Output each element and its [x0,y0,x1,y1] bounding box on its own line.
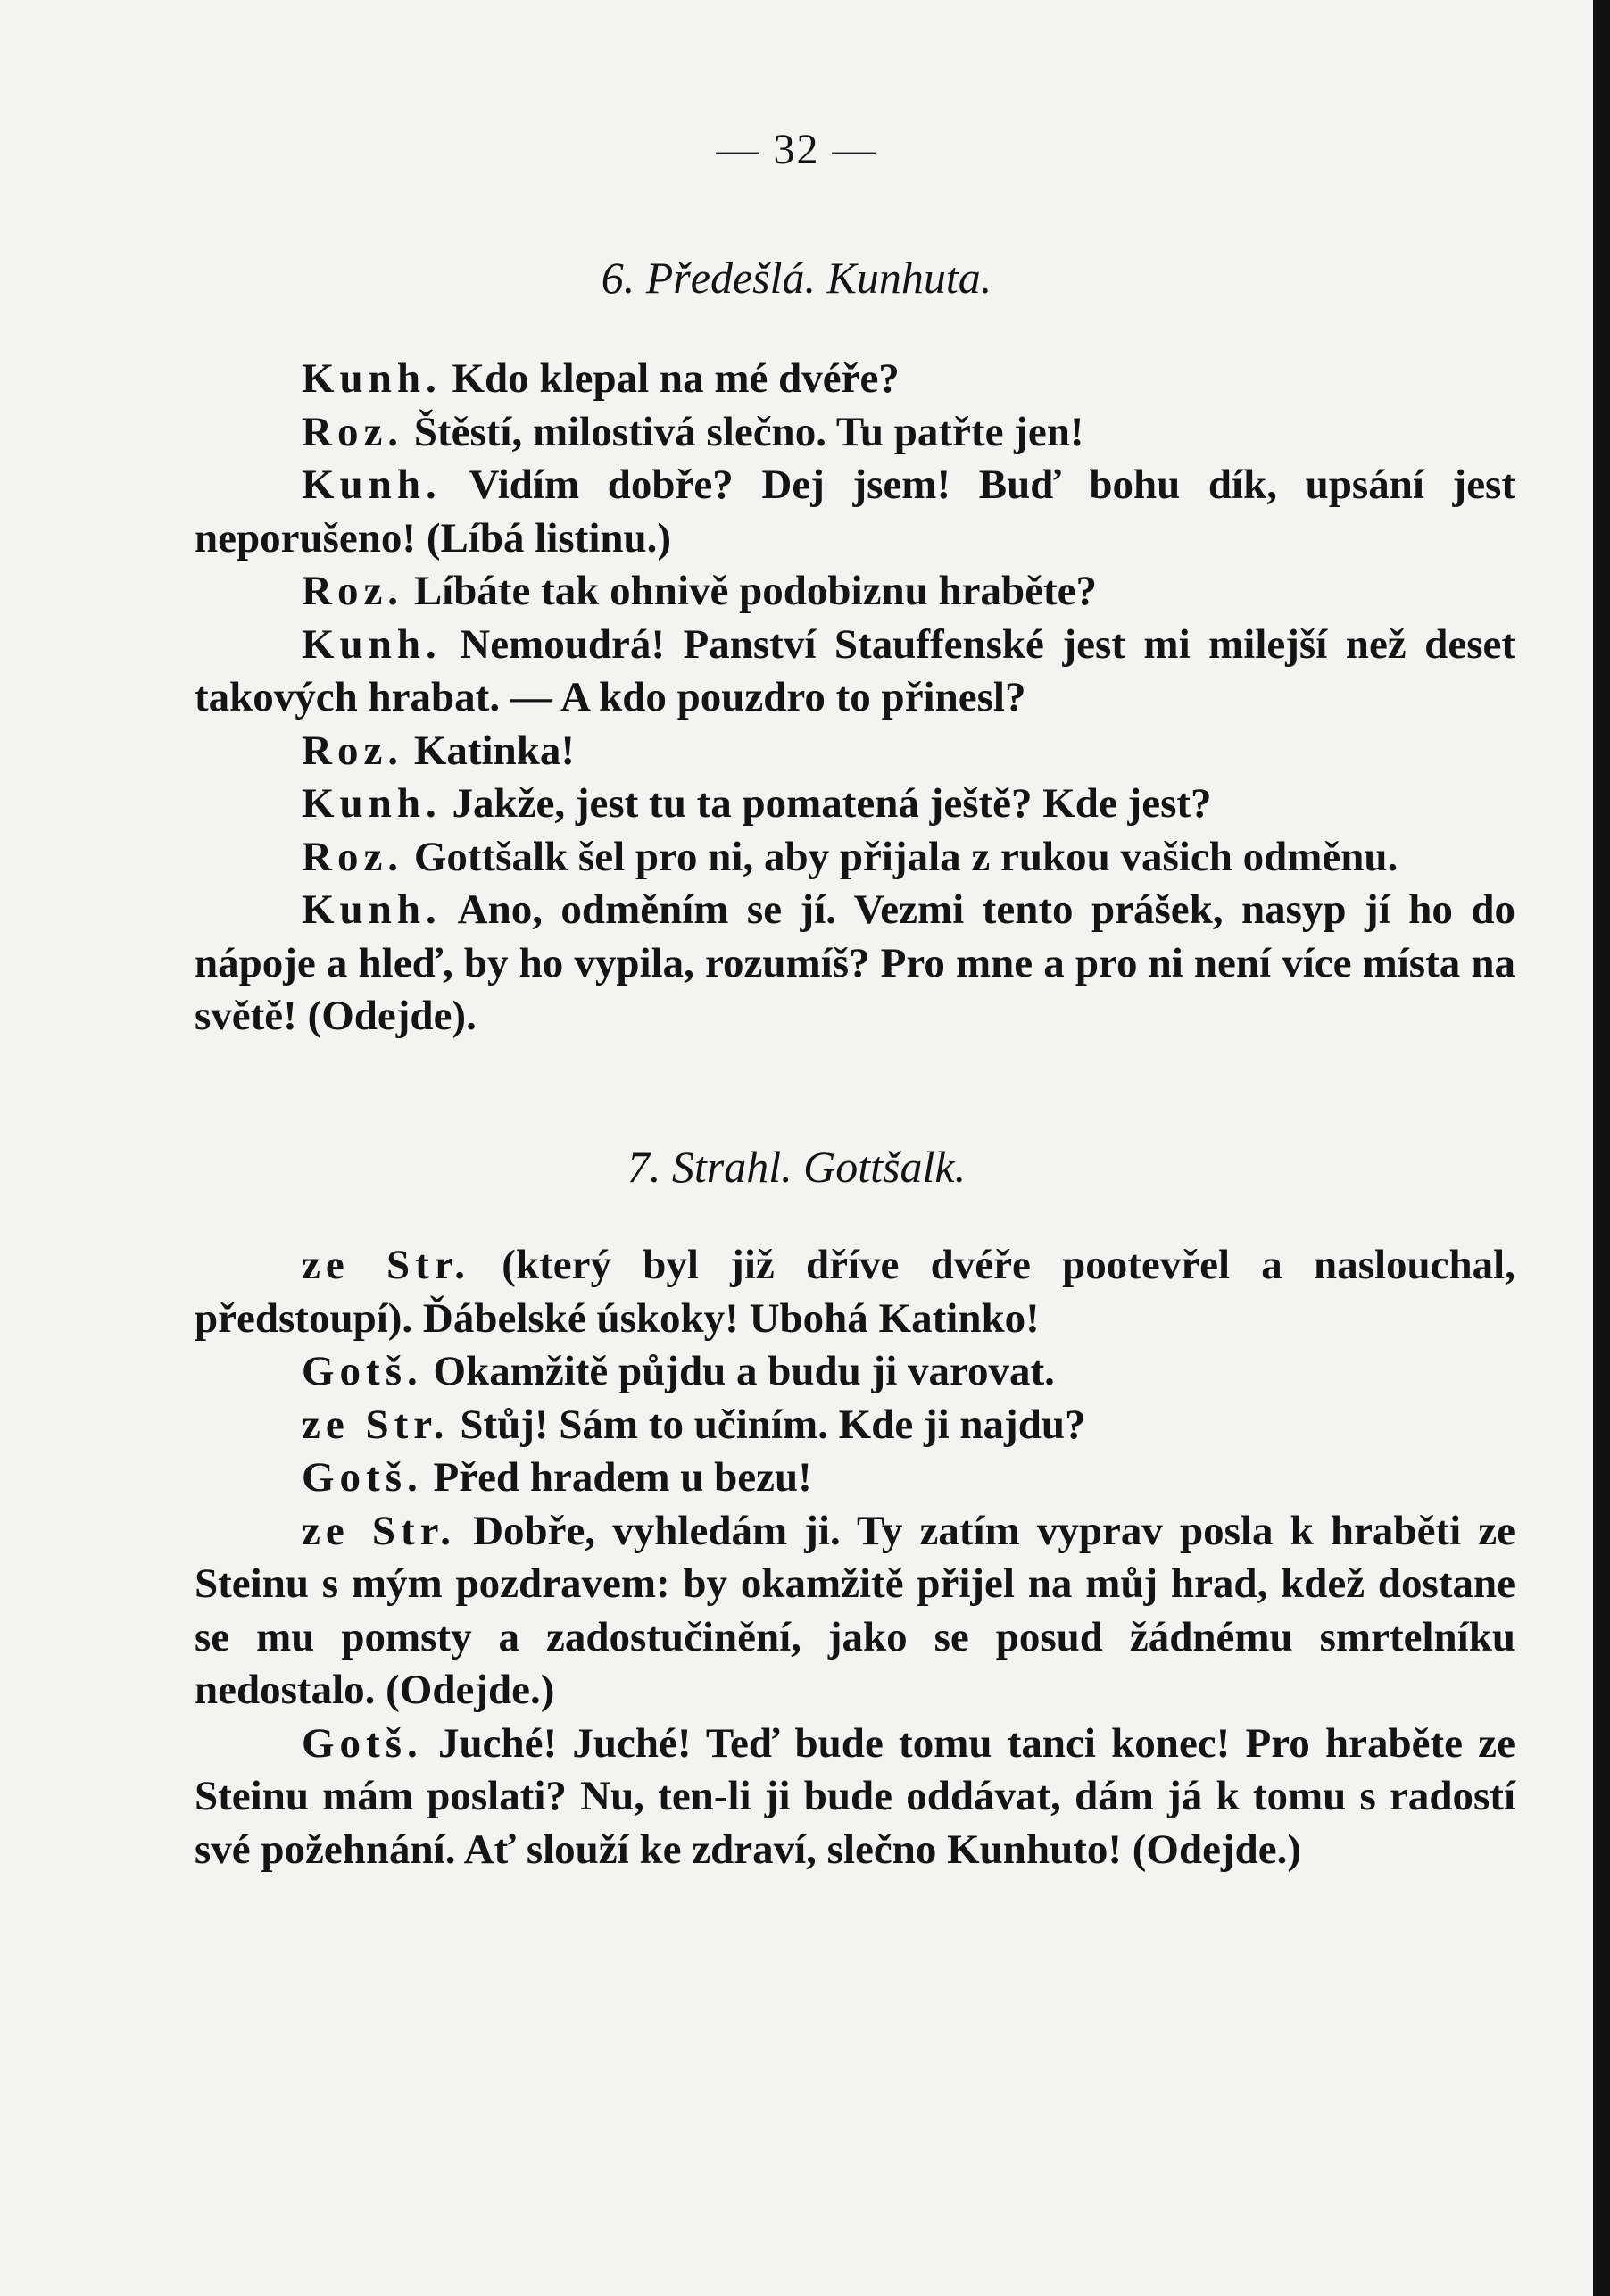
speaker-name: Gotš. [302,1454,423,1501]
dialogue-line [195,1345,1515,1399]
scene-7-dialogue [195,1239,1515,1876]
speaker-name: Roz. [302,408,404,455]
line-text: Stůj! Sám to učiním. Kde ji najdu? [449,1401,1086,1448]
line-text: Okamžitě půjdu a budu ji varovat. [422,1348,1055,1394]
line-text: (který byl již dříve dvéře pootevřel a naslouchal, předstoupí). Ďábelské úskoky! Ubohá Katinko! [195,1242,1515,1342]
speaker-name: Kunh. [302,462,442,508]
dialogue-line [195,778,1515,831]
speaker-name: Gotš. [302,1719,423,1767]
dialogue-line [195,1505,1515,1718]
line-text: Katinka! [403,727,576,774]
line-text: Juché! Juché! Teď bude tomu tanci konec! Pro hraběte ze Steinu mám poslati? Nu, ten-li ji bude oddávat, dám já k tomu s radostí své požehnání. Ať slouží ke zdraví, slečno Kunhuto! (Odejde.) [195,1719,1515,1873]
speaker-name: Kunh. [302,355,442,402]
dialogue-line [195,1452,1515,1505]
scene-6-heading: 6. Předešlá. Kunhuta. [601,253,992,303]
line-text: Líbáte tak ohnivě podobiznu hraběte? [403,568,1097,614]
speaker-name: Kunh. [302,780,442,827]
speaker-name: Kunh. [302,620,442,668]
line-text: Ano, odměním se jí. Vezmi tento prášek, nasyp jí ho do nápoje a hleď, by ho vypila, rozumíš? Pro mne a pro ni není více místa na světě! (Odejde). [195,886,1515,1039]
line-text: Štěstí, milostivá slečno. Tu patřte jen! [403,408,1084,455]
speaker-name: ze Str. [302,1242,471,1288]
speaker-name: Roz. [302,727,404,774]
dialogue-line [195,565,1515,619]
dialogue-line [195,725,1515,778]
line-text: Nemoudrá! Panství Stauffenské jest mi milejší než deset takových hrabat. — A kdo pouzdro to přinesl? [195,620,1515,720]
scene-7-heading: 7. Strahl. Gottšalk. [627,1142,967,1192]
dialogue-line [195,1718,1515,1877]
speaker-name: Roz. [302,568,404,614]
dialogue-line [195,353,1515,406]
line-text: Gottšalk šel pro ni, aby přijala z rukou vašich odměnu. [403,833,1398,880]
line-text: Kdo klepal na mé dvéře? [441,355,900,402]
speaker-name: Gotš. [302,1348,423,1394]
line-text: Vidím dobře? Dej jsem! Buď bohu dík, upsání jest neporušeno! (Líbá listinu.) [195,462,1515,562]
dialogue-line [195,831,1515,885]
speaker-name: Roz. [302,833,404,880]
dialogue-line [195,884,1515,1044]
page-edge-shadow [1593,0,1610,2296]
speaker-name: Kunh. [302,886,442,933]
dialogue-line [195,1399,1515,1452]
speaker-name: ze Str. [302,1401,450,1448]
dialogue-line [195,619,1515,725]
line-text: Jakže, jest tu ta pomatená ještě? Kde jest? [441,780,1212,827]
dialogue-line [195,459,1515,565]
page-number: — 32 — [716,126,877,173]
dialogue-line [195,1239,1515,1345]
line-text: Dobře, vyhledám ji. Ty zatím vyprav posla k hraběti ze Steinu s mým pozdravem: by okamžitě přijel na můj hrad, kdež dostane se mu pomsty a zadostučinění, jako se posud žádnému smrtelníku nedostalo. (Odejde.) [195,1507,1515,1713]
speaker-name: ze Str. [302,1507,456,1554]
scene-6-dialogue [195,353,1515,1044]
line-text: Před hradem u bezu! [422,1454,812,1501]
dialogue-line [195,406,1515,460]
